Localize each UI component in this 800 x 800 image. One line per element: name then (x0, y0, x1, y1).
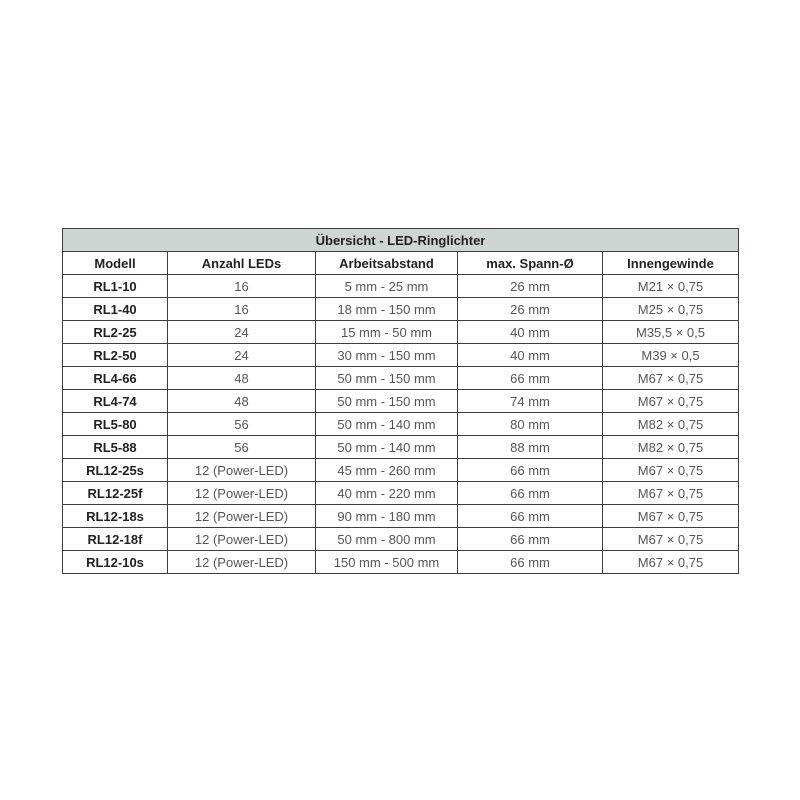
cell-max-spann: 88 mm (458, 436, 603, 459)
cell-innengewinde: M67 × 0,75 (603, 551, 739, 574)
table-row (63, 298, 739, 321)
cell-anzahl-leds: 12 (Power-LED) (168, 528, 316, 551)
cell-innengewinde: M25 × 0,75 (603, 298, 739, 321)
cell-innengewinde: M67 × 0,75 (603, 390, 739, 413)
table-row (63, 528, 739, 551)
table-row (63, 321, 739, 344)
table-row (63, 482, 739, 505)
cell-anzahl-leds: 56 (168, 413, 316, 436)
table-header-row (63, 252, 739, 275)
cell-anzahl-leds: 16 (168, 298, 316, 321)
cell-anzahl-leds: 12 (Power-LED) (168, 505, 316, 528)
table-title-row (63, 229, 739, 252)
cell-modell: RL2-50 (63, 344, 168, 367)
spec-table (62, 228, 739, 574)
cell-anzahl-leds: 12 (Power-LED) (168, 482, 316, 505)
cell-arbeitsabstand: 90 mm - 180 mm (316, 505, 458, 528)
cell-innengewinde: M67 × 0,75 (603, 528, 739, 551)
cell-innengewinde: M35,5 × 0,5 (603, 321, 739, 344)
table-row (63, 459, 739, 482)
cell-max-spann: 80 mm (458, 413, 603, 436)
cell-innengewinde: M21 × 0,75 (603, 275, 739, 298)
table-title: Übersicht - LED-Ringlichter (63, 229, 739, 252)
cell-arbeitsabstand: 50 mm - 800 mm (316, 528, 458, 551)
cell-anzahl-leds: 48 (168, 367, 316, 390)
column-header-4: Innengewinde (603, 252, 739, 275)
cell-arbeitsabstand: 30 mm - 150 mm (316, 344, 458, 367)
cell-arbeitsabstand: 50 mm - 140 mm (316, 413, 458, 436)
cell-modell: RL5-88 (63, 436, 168, 459)
table-row (63, 275, 739, 298)
cell-arbeitsabstand: 45 mm - 260 mm (316, 459, 458, 482)
cell-innengewinde: M82 × 0,75 (603, 436, 739, 459)
cell-max-spann: 74 mm (458, 390, 603, 413)
cell-max-spann: 26 mm (458, 298, 603, 321)
table-row (63, 367, 739, 390)
cell-max-spann: 40 mm (458, 321, 603, 344)
cell-max-spann: 66 mm (458, 528, 603, 551)
cell-arbeitsabstand: 50 mm - 150 mm (316, 390, 458, 413)
cell-arbeitsabstand: 18 mm - 150 mm (316, 298, 458, 321)
cell-max-spann: 40 mm (458, 344, 603, 367)
cell-max-spann: 66 mm (458, 482, 603, 505)
table-row (63, 436, 739, 459)
cell-anzahl-leds: 12 (Power-LED) (168, 551, 316, 574)
cell-innengewinde: M67 × 0,75 (603, 482, 739, 505)
cell-max-spann: 66 mm (458, 505, 603, 528)
table-row (63, 390, 739, 413)
cell-arbeitsabstand: 15 mm - 50 mm (316, 321, 458, 344)
cell-arbeitsabstand: 150 mm - 500 mm (316, 551, 458, 574)
cell-modell: RL5-80 (63, 413, 168, 436)
cell-innengewinde: M67 × 0,75 (603, 505, 739, 528)
cell-innengewinde: M82 × 0,75 (603, 413, 739, 436)
cell-anzahl-leds: 16 (168, 275, 316, 298)
table-row (63, 413, 739, 436)
cell-innengewinde: M39 × 0,5 (603, 344, 739, 367)
cell-arbeitsabstand: 5 mm - 25 mm (316, 275, 458, 298)
cell-modell: RL12-18s (63, 505, 168, 528)
column-header-3: max. Spann-Ø (458, 252, 603, 275)
cell-max-spann: 66 mm (458, 551, 603, 574)
cell-anzahl-leds: 24 (168, 321, 316, 344)
cell-max-spann: 66 mm (458, 459, 603, 482)
cell-anzahl-leds: 48 (168, 390, 316, 413)
cell-modell: RL1-40 (63, 298, 168, 321)
cell-anzahl-leds: 24 (168, 344, 316, 367)
cell-arbeitsabstand: 50 mm - 140 mm (316, 436, 458, 459)
cell-modell: RL12-25f (63, 482, 168, 505)
cell-innengewinde: M67 × 0,75 (603, 367, 739, 390)
cell-innengewinde: M67 × 0,75 (603, 459, 739, 482)
cell-modell: RL4-74 (63, 390, 168, 413)
column-header-1: Anzahl LEDs (168, 252, 316, 275)
cell-max-spann: 26 mm (458, 275, 603, 298)
cell-anzahl-leds: 56 (168, 436, 316, 459)
cell-arbeitsabstand: 40 mm - 220 mm (316, 482, 458, 505)
column-header-2: Arbeitsabstand (316, 252, 458, 275)
cell-modell: RL12-10s (63, 551, 168, 574)
led-ringlight-overview-table (62, 228, 738, 574)
cell-modell: RL2-25 (63, 321, 168, 344)
table-row (63, 551, 739, 574)
cell-anzahl-leds: 12 (Power-LED) (168, 459, 316, 482)
table-row (63, 505, 739, 528)
cell-modell: RL1-10 (63, 275, 168, 298)
table-row (63, 344, 739, 367)
cell-modell: RL4-66 (63, 367, 168, 390)
cell-max-spann: 66 mm (458, 367, 603, 390)
cell-arbeitsabstand: 50 mm - 150 mm (316, 367, 458, 390)
cell-modell: RL12-18f (63, 528, 168, 551)
column-header-0: Modell (63, 252, 168, 275)
cell-modell: RL12-25s (63, 459, 168, 482)
